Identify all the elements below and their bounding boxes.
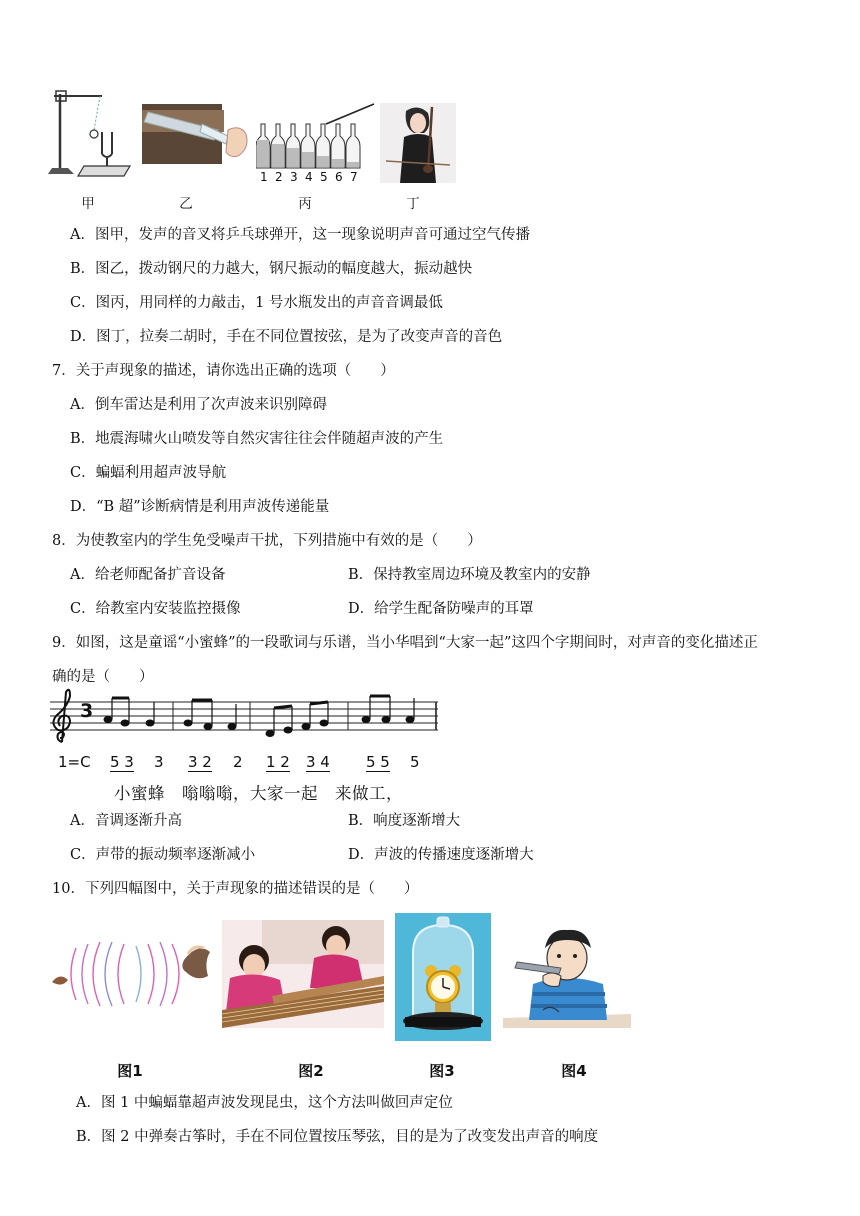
- caption-ding: 丁: [406, 196, 420, 212]
- bottle-number: 1: [260, 170, 268, 184]
- q9-stem-line2: 确的是（ ）: [52, 669, 154, 685]
- q7-option-c: C．蝙蝠利用超声波导航: [70, 465, 227, 481]
- erhu-player-figure: [380, 103, 456, 183]
- bottle-number: 5: [320, 170, 328, 184]
- caption-fig3: 图3: [429, 1062, 455, 1080]
- q7-option-b: B．地震海啸火山喷发等自然灾害往往会伴随超声波的产生: [70, 431, 444, 447]
- jianpu-group: 1 2: [266, 753, 290, 771]
- q10-option-a: A．图 1 中蝙蝠靠超声波发现昆虫，这个方法叫做回声定位: [76, 1095, 453, 1111]
- jianpu-group: 5: [410, 753, 420, 771]
- q8-stem: 8．为使教室内的学生免受噪声干扰，下列措施中有效的是（ ）: [52, 533, 482, 549]
- q6-option-d: D．图丁，拉奏二胡时，手在不同位置按弦，是为了改变声音的音色: [70, 329, 503, 345]
- q7-stem: 7．关于声现象的描述，请你选出正确的选项（ ）: [52, 363, 395, 379]
- jianpu-group: 3: [154, 753, 164, 771]
- q10-option-b: B．图 2 中弹奏古筝时，手在不同位置按压琴弦，目的是为了改变发出声音的响度: [76, 1129, 599, 1145]
- q9-stem-line1: 9．如图，这是童谣“小蜜蜂”的一段歌词与乐谱，当小华唱到“大家一起”这四个字期间时，对声音的变化描述正: [52, 635, 758, 651]
- jianpu-numbers: [100, 753, 440, 775]
- bell-jar-figure: [395, 913, 491, 1041]
- jianpu-group: 3 4: [306, 753, 330, 771]
- q8-option-d: D．给学生配备防噪声的耳罩: [348, 601, 534, 617]
- jianpu-key: 1=C: [58, 753, 91, 771]
- q8-option-a: A．给老师配备扩音设备: [70, 567, 226, 583]
- tuning-fork-figure: [46, 88, 138, 180]
- q9-option-d: D．声波的传播速度逐渐增大: [348, 847, 534, 863]
- bottle-number: 2: [275, 170, 283, 184]
- q9-option-a: A．音调逐渐升高: [70, 813, 182, 829]
- bottle-number: 3: [290, 170, 298, 184]
- ruler-figure: [142, 104, 256, 176]
- jianpu-group: 5 5: [366, 753, 390, 771]
- q6-option-c: C．图丙，用同样的力敲击，1 号水瓶发出的声音音调最低: [70, 295, 443, 311]
- caption-jia: 甲: [81, 196, 95, 212]
- q10-stem: 10．下列四幅图中，关于声现象的描述错误的是（ ）: [52, 881, 419, 897]
- jianpu-group: 2: [233, 753, 243, 771]
- bat-echolocation-figure: [48, 938, 212, 1010]
- jianpu-group: 5 3: [110, 753, 134, 771]
- bottle-number: 6: [335, 170, 343, 184]
- bottle-number: 7: [350, 170, 358, 184]
- q6-option-b: B．图乙，拨动钢尺的力越大，钢尺振动的幅度越大，振动越快: [70, 261, 473, 277]
- caption-bing: 丙: [298, 196, 312, 212]
- q6-option-a: A．图甲，发声的音叉将乒乓球弹开，这一现象说明声音可通过空气传播: [70, 227, 530, 243]
- q7-option-a: A．倒车雷达是利用了次声波来识别障碍: [70, 397, 327, 413]
- jianpu-group: 3 2: [188, 753, 212, 771]
- q9-option-c: C．声带的振动频率逐渐减小: [70, 847, 256, 863]
- bottle-number: 4: [305, 170, 313, 184]
- q9-option-b: B．响度逐渐增大: [348, 813, 461, 829]
- treble-clef-icon: [53, 690, 70, 742]
- water-bottles-figure: [256, 102, 376, 170]
- caption-fig2: 图2: [298, 1062, 324, 1080]
- q8-option-b: B．保持教室周边环境及教室内的安静: [348, 567, 591, 583]
- q8-option-c: C．给教室内安装监控摄像: [70, 601, 241, 617]
- time-signature: 3: [80, 700, 94, 722]
- q7-option-d: D．“B 超”诊断病情是利用声波传递能量: [70, 499, 330, 515]
- song-lyrics: 小蜜蜂 嗡嗡嗡，大家一起 来做工，: [114, 784, 403, 803]
- caption-fig1: 图1: [117, 1062, 143, 1080]
- guzheng-figure: [222, 920, 384, 1028]
- caption-fig4: 图4: [561, 1062, 587, 1080]
- caption-yi: 乙: [179, 196, 193, 212]
- music-staff: [48, 688, 440, 748]
- boy-figure: [503, 924, 631, 1028]
